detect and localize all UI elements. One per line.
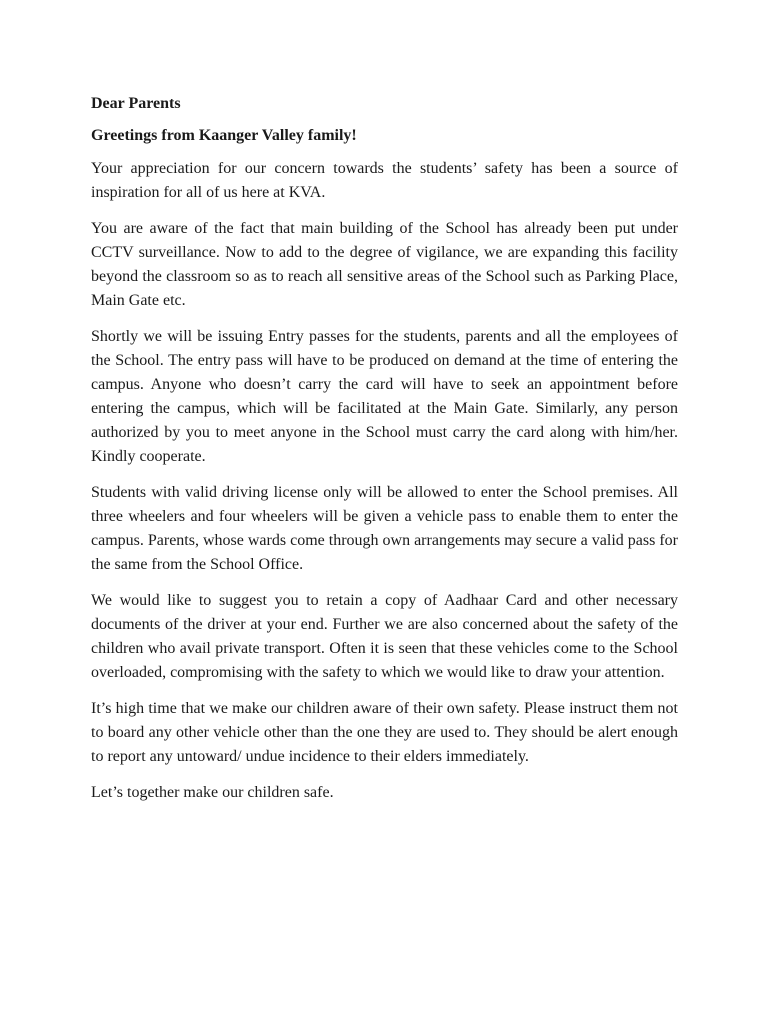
paragraph-appreciation: Your appreciation for our concern towards the students’ safety has been a source of inspiration for all of us here at KVA. <box>91 160 678 201</box>
paragraph-driver-documents: We would like to suggest you to retain a copy of Aadhaar Card and other necessary documents of the driver at your end. Further we are also concerned about the safety of the children who avail private transport. Often it is seen that these vehicles come to the School overloaded, compromising with the safety to which we would like to draw your attention. <box>91 592 678 681</box>
paragraph-closing: Let’s together make our children safe. <box>91 784 334 801</box>
salutation: Dear Parents <box>91 95 181 112</box>
paragraph-child-awareness: It’s high time that we make our children aware of their own safety. Please instruct them not to board any other vehicle other than the one they are used to. They should be alert enough to report any untoward/ undue incidence to their elders immediately. <box>91 700 678 765</box>
paragraph-entry-passes: Shortly we will be issuing Entry passes for the students, parents and all the employees of the School. The entry pass will have to be produced on demand at the time of entering the campus. Anyone who doesn’t carry the card will have to seek an appointment before entering the campus, which will be facilitated at the Main Gate. Similarly, any person authorized by you to meet anyone in the School must carry the card along with him/her. Kindly cooperate. <box>91 328 678 465</box>
paragraph-cctv: You are aware of the fact that main building of the School has already been put under CCTV surveillance. Now to add to the degree of vigilance, we are expanding this facility beyond the classroom so as to reach all sensitive areas of the School such as Parking Place, Main Gate etc. <box>91 220 678 309</box>
paragraph-vehicle-pass: Students with valid driving license only will be allowed to enter the School premises. All three wheelers and four wheelers will be given a vehicle pass to enable them to enter the campus. Parents, whose wards come through own arrangements may secure a valid pass for the same from the School Office. <box>91 484 678 573</box>
greeting: Greetings from Kaanger Valley family! <box>91 127 357 144</box>
